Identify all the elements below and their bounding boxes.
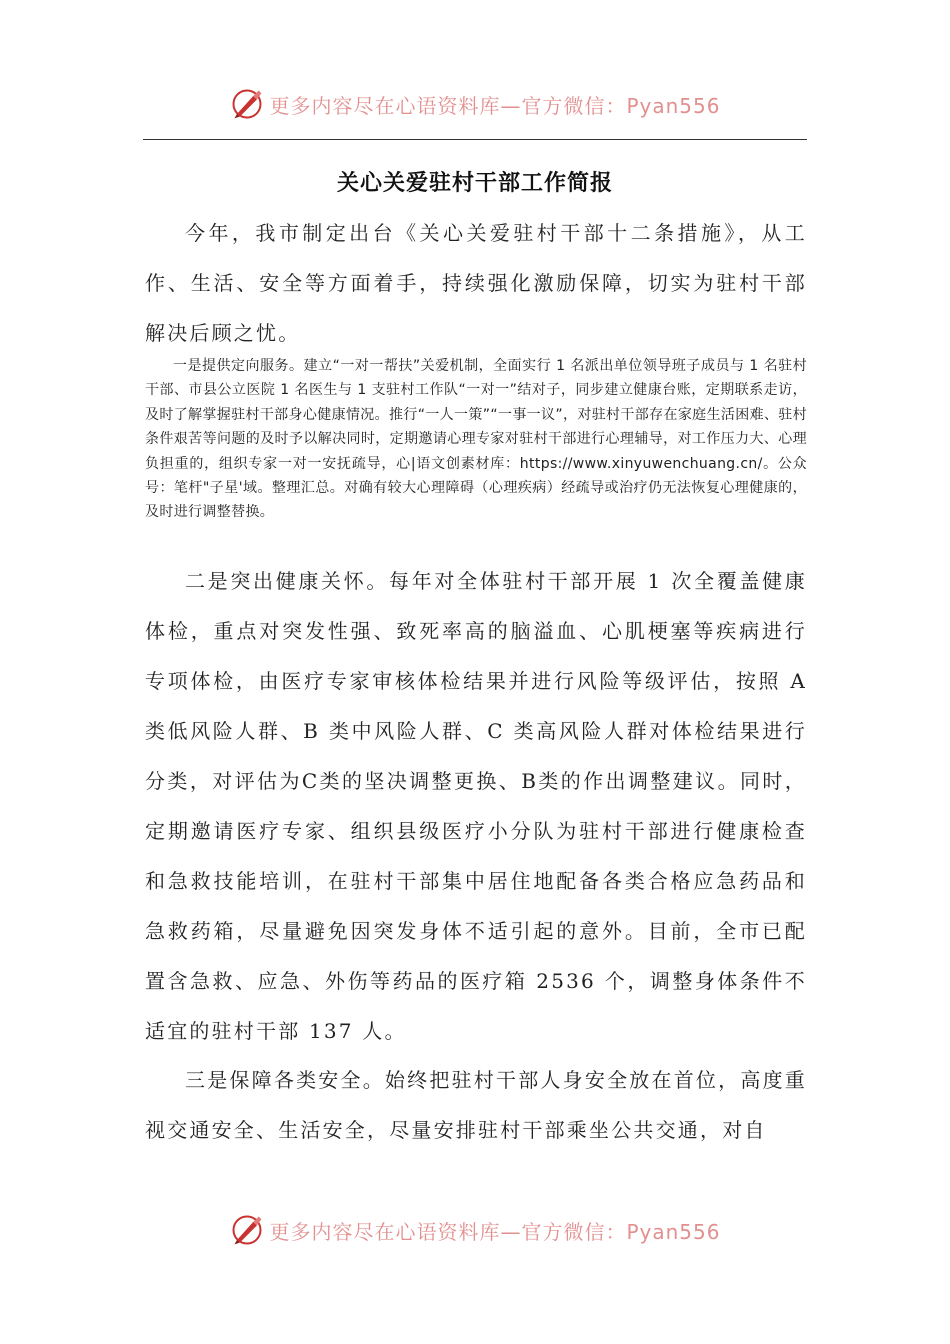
paragraph-safety: 三是保障各类安全。始终把驻村干部人身安全放在首位，高度重视交通安全、生活安全，尽量安排驻村干部乘坐公共交通，对自: [145, 1068, 807, 1142]
header-divider: [143, 139, 807, 140]
paragraph-intro: 今年，我市制定出台《关心关爱驻村干部十二条措施》，从工作、生活、安全等方面着手，持续强化激励保障，切实为驻村干部解决后顾之忧。: [145, 221, 807, 345]
paragraph-health: 二是突出健康关怀。每年对全体驻村干部开展 1 次全覆盖健康体检，重点对突发性强、致死率高的脑溢血、心肌梗塞等疾病进行专项体检，由医疗专家审核体检结果并进行风险等级评估，按照 A 类低风险人群、B 类中风险人群、C 类高风险人群对体检结果进行分类，对评估为C类的坚决调整更换、B类的作出调整建议。同时，定期邀请医疗专家、组织县级医疗小分队为驻村干部进行健康检查和急救技能培训，在驻村干部集中居住地配备各类合格应急药品和急救药箱，尽量避免因突发身体不适引起的意外。目前，全市已配置含急救、应急、外伤等药品的医疗箱 2536 个，调整身体条件不适宜的驻村干部 137 人。: [145, 569, 807, 1043]
pen-logo-icon: [229, 1212, 265, 1248]
document-title: 关心关爱驻村干部工作简报: [336, 171, 613, 196]
pen-logo-icon: [229, 86, 265, 122]
paragraph-service: 一是提供定向服务。建立“一对一帮扶”关爱机制，全面实行 1 名派出单位领导班子成员与 1 名驻村干部、市县公立医院 1 名医生与 1 支驻村工作队“一对一”结对子，同步建立健康台账，定期联系走访，及时了解掌握驻村干部身心健康情况。推行“一人一策”“一事一议”，对驻村干部存在家庭生活困难、驻村条件艰苦等问题的及时予以解决同时，定期邀请心理专家对驻村干部进行心理辅导，对工作压力大、心理负担重的，组织专家一对一安抚疏导，心|语文创素材库：https://www.xinyuwenchuang.cn/。公众号：笔杆"子星'域。整理汇总。对确有较大心理障碍（心理疾病）经疏导或治疗仍无法恢复心理健康的，及时进行调整替换。: [145, 358, 807, 521]
header-banner: [0, 82, 950, 126]
banner-text: 更多内容尽在心语资料库—官方微信：Pyan556: [269, 1219, 721, 1244]
banner-text: 更多内容尽在心语资料库—官方微信：Pyan556: [269, 93, 721, 118]
footer-banner: [0, 1208, 950, 1252]
